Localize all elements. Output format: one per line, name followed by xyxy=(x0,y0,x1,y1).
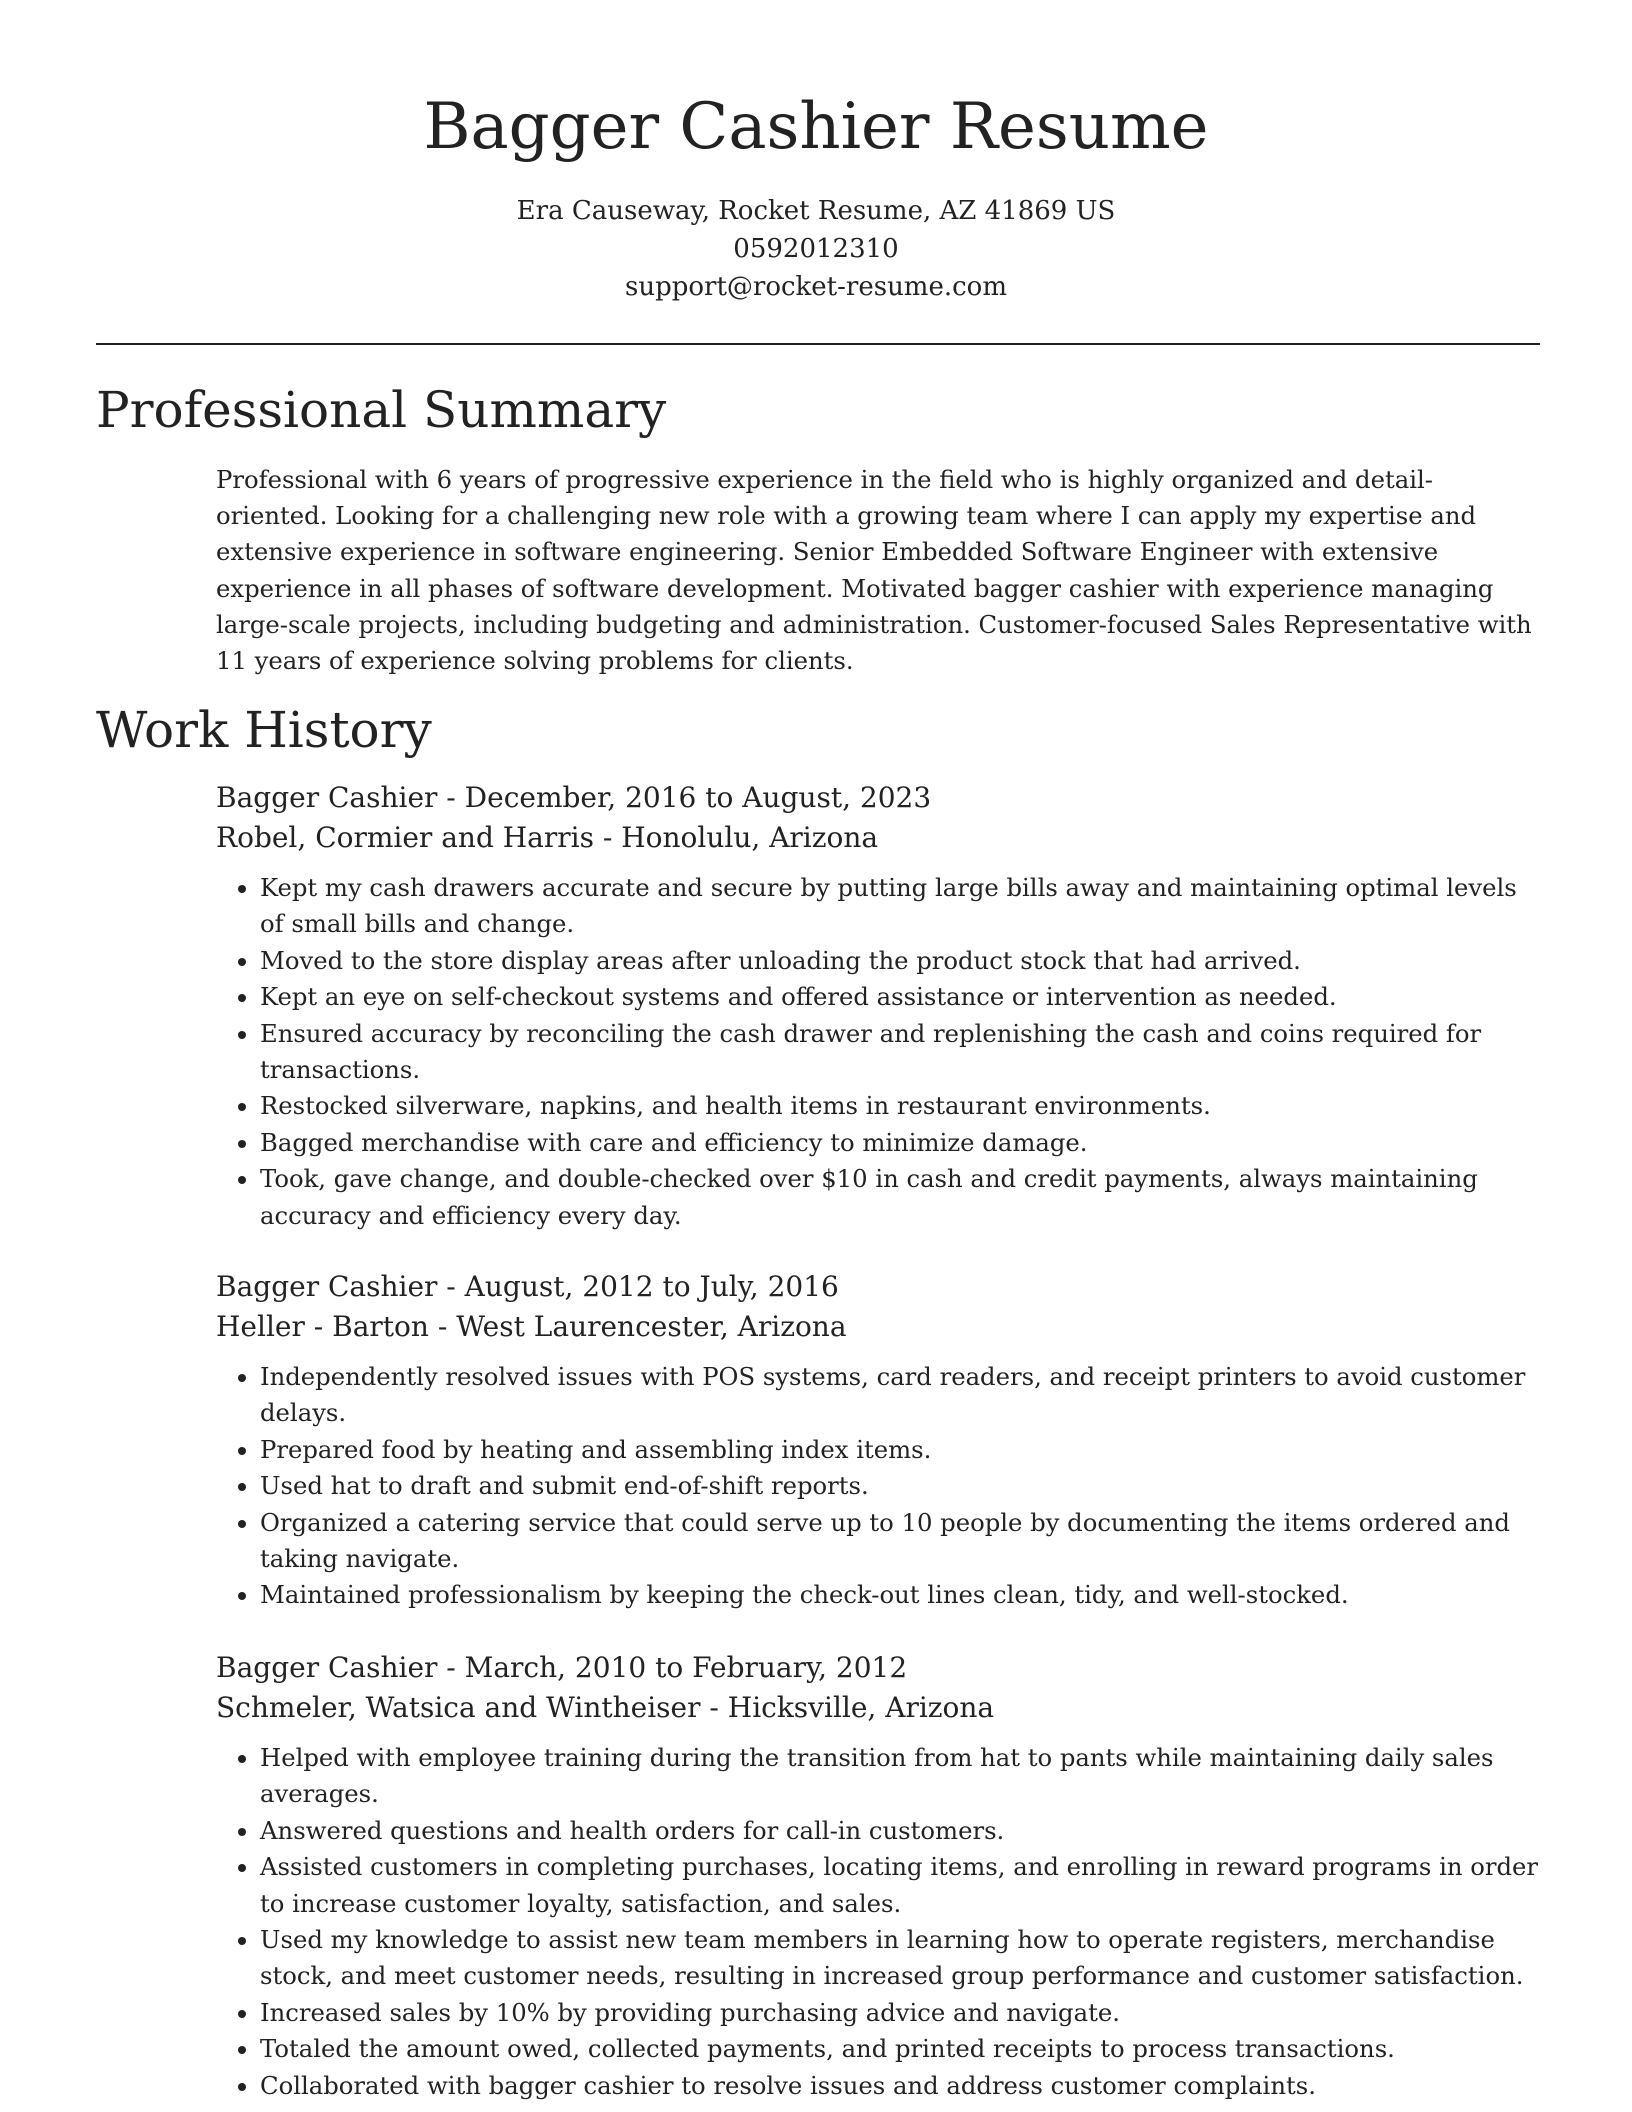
job-company-line: Robel, Cormier and Harris - Honolulu, Arizona xyxy=(216,821,879,854)
job-location: West Laurencester, Arizona xyxy=(456,1310,847,1343)
job-bullet: • Answered questions and health orders for call-in customers. xyxy=(260,1813,1540,1849)
work-history-heading: Work History xyxy=(96,701,432,759)
job-company: Robel, Cormier and Harris xyxy=(216,821,594,854)
header-divider xyxy=(96,343,1540,345)
job-company-line: Schmeler, Watsica and Wintheiser - Hicksville, Arizona xyxy=(216,1691,995,1724)
summary-text: Professional with 6 years of progressive experience in the field who is highly organized and detail-oriented. Looking for a challenging new role with a growing team where I can apply my expertise and extensive experience in software engineering. Senior Embedded Software Engineer with extensive experience in all phases of software development. Motivated bagger cashier with experience managing large-scale projects, including budgeting and administration. Customer-focused Sales Representative with 11 years of experience solving problems for clients. xyxy=(216,465,1532,676)
job-location: Hicksville, Arizona xyxy=(727,1691,995,1724)
job-bullet: • Prepared food by heating and assembling index items. xyxy=(260,1432,1540,1468)
job-bullet: • Used hat to draft and submit end-of-shift reports. xyxy=(260,1468,1540,1504)
resume-title: Bagger Cashier Resume xyxy=(423,90,1209,164)
job-bullet: • Moved to the store display areas after unloading the product stock that had arrived. xyxy=(260,943,1540,979)
job-bullet: • Assisted customers in completing purchases, locating items, and enrolling in reward programs in order to increase customer loyalty, satisfaction, and sales. xyxy=(260,1849,1540,1922)
job-title-line: Bagger Cashier - August, 2012 to July, 2016 xyxy=(216,1270,839,1303)
contact-address: Era Causeway, Rocket Resume, AZ 41869 US xyxy=(516,196,1116,226)
job-bullet: • Increased sales by 10% by providing purchasing advice and navigate. xyxy=(260,1995,1540,2031)
job-bullet: • Collaborated with bagger cashier to resolve issues and address customer complaints. xyxy=(260,2068,1540,2104)
job-bullet: • Bagged merchandise with care and efficiency to minimize damage. xyxy=(260,1125,1540,1161)
summary-heading: Professional Summary xyxy=(96,381,667,439)
job-bullet: • Independently resolved issues with POS systems, card readers, and receipt printers to avoid customer delays. xyxy=(260,1359,1540,1432)
job-title-line: Bagger Cashier - March, 2010 to February, 2012 xyxy=(216,1651,908,1684)
job-entry xyxy=(216,1267,1540,1614)
job-bullet: • Maintained professionalism by keeping the check-out lines clean, tidy, and well-stocked. xyxy=(260,1577,1540,1613)
job-title-line: Bagger Cashier - December, 2016 to August, 2023 xyxy=(216,781,932,814)
job-bullet: • Organized a catering service that could serve up to 10 people by documenting the items ordered and taking navigate. xyxy=(260,1505,1540,1578)
job-bullet: • Kept an eye on self-checkout systems and offered assistance or intervention as needed. xyxy=(260,979,1540,1015)
job-bullet: • Used my knowledge to assist new team members in learning how to operate registers, merchandise stock, and meet customer needs, resulting in increased group performance and customer satisfaction. xyxy=(260,1922,1540,1995)
job-company: Schmeler, Watsica and Wintheiser xyxy=(216,1691,701,1724)
job-location: Honolulu, Arizona xyxy=(621,821,879,854)
contact-phone: 0592012310 xyxy=(733,234,899,264)
job-company: Heller - Barton xyxy=(216,1310,429,1343)
job-bullet: • Totaled the amount owed, collected payments, and printed receipts to process transactions. xyxy=(260,2031,1540,2067)
job-bullet: • Kept my cash drawers accurate and secure by putting large bills away and maintaining optimal levels of small bills and change. xyxy=(260,870,1540,943)
job-role: Bagger Cashier xyxy=(216,781,438,814)
job-entry xyxy=(216,1648,1540,2104)
job-bullets xyxy=(216,1359,1540,1614)
job-company-line: Heller - Barton - West Laurencester, Arizona xyxy=(216,1310,847,1343)
job-role: Bagger Cashier xyxy=(216,1270,438,1303)
job-dates: March, 2010 to February, 2012 xyxy=(464,1651,908,1684)
job-entry xyxy=(216,778,1540,1234)
job-bullet: • Restocked silverware, napkins, and health items in restaurant environments. xyxy=(260,1088,1540,1124)
job-bullets xyxy=(216,1740,1540,2104)
contact-block xyxy=(0,192,1632,306)
contact-email: support@rocket-resume.com xyxy=(624,272,1007,302)
job-bullets xyxy=(216,870,1540,1234)
job-bullet: • Helped with employee training during the transition from hat to pants while maintaining daily sales averages. xyxy=(260,1740,1540,1813)
job-bullet: • Ensured accuracy by reconciling the cash drawer and replenishing the cash and coins required for transactions. xyxy=(260,1016,1540,1089)
job-bullet: • Took, gave change, and double-checked over $10 in cash and credit payments, always maintaining accuracy and efficiency every day. xyxy=(260,1161,1540,1234)
job-dates: December, 2016 to August, 2023 xyxy=(464,781,932,814)
job-dates: August, 2012 to July, 2016 xyxy=(464,1270,839,1303)
job-role: Bagger Cashier xyxy=(216,1651,438,1684)
